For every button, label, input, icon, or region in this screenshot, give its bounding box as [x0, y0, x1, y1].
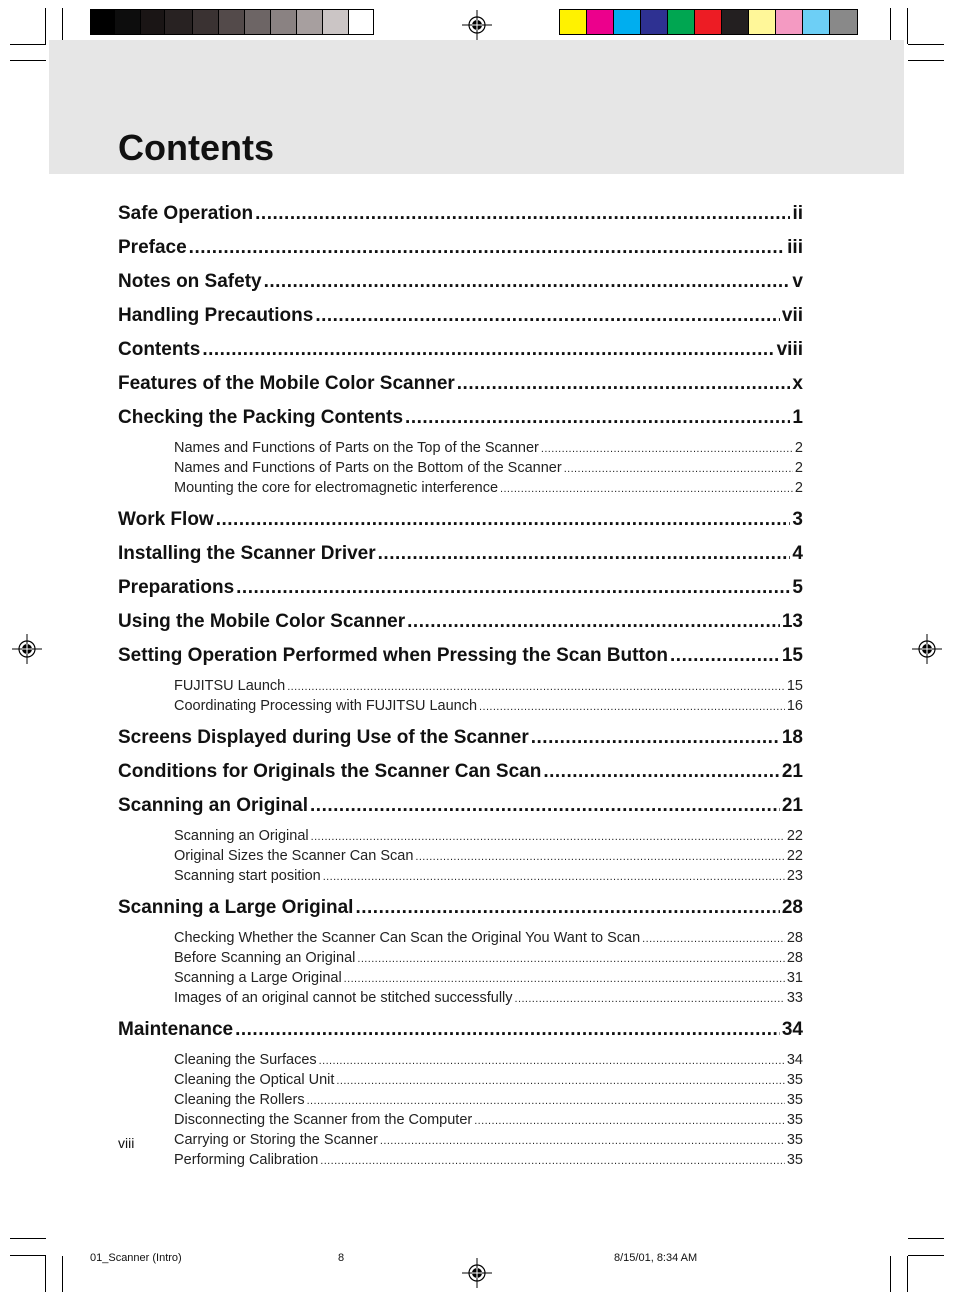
toc-subsection-page: 2 [794, 480, 803, 496]
toc-section [118, 894, 803, 928]
toc-section-page: x [792, 373, 803, 394]
crop-mark [908, 1238, 944, 1239]
color-swatch [587, 10, 614, 34]
gray-swatch [91, 10, 115, 34]
toc-subsection [118, 948, 803, 968]
toc-subsection-title: Scanning a Large Original [174, 970, 342, 986]
registration-mark-icon [462, 10, 492, 40]
toc-section-title: Handling Precautions [118, 305, 314, 326]
gray-calibration-bar [90, 9, 374, 35]
toc-leader [344, 969, 785, 989]
toc-subsection-title: Cleaning the Rollers [174, 1092, 305, 1108]
toc-section [118, 642, 803, 676]
toc-section-page: v [792, 271, 803, 292]
toc-subsection-title: Names and Functions of Parts on the Bottom of the Scanner [174, 460, 562, 476]
crop-mark [890, 1256, 891, 1292]
toc-section-page: 4 [792, 543, 803, 564]
crop-mark [907, 8, 908, 44]
color-swatch [722, 10, 749, 34]
toc-subsection [118, 696, 803, 716]
toc-section [118, 506, 803, 540]
toc-subsection-page: 34 [786, 1052, 803, 1068]
toc-leader [310, 792, 780, 820]
toc-leader [378, 540, 791, 568]
gray-swatch [271, 10, 297, 34]
toc-subsection-page: 31 [786, 970, 803, 986]
toc-section-page: 3 [792, 509, 803, 530]
toc-leader [311, 827, 785, 847]
toc-subsection-page: 23 [786, 868, 803, 884]
gray-swatch [219, 10, 245, 34]
crop-mark [908, 44, 944, 45]
toc-leader [236, 574, 790, 602]
toc-subsection-page: 28 [786, 950, 803, 966]
toc-leader [315, 302, 780, 330]
gray-swatch [245, 10, 271, 34]
toc-subsection-title: Checking Whether the Scanner Can Scan the Original You Want to Scan [174, 930, 641, 946]
toc-subsection [118, 458, 803, 478]
toc-section-page: 34 [781, 1019, 803, 1040]
toc-subsection-page: 15 [786, 678, 803, 694]
toc-subsection [118, 1110, 803, 1130]
toc-section-title: Screens Displayed during Use of the Scanner [118, 727, 529, 748]
toc-section [118, 200, 803, 234]
footer-timestamp: 8/15/01, 8:34 AM [614, 1252, 698, 1264]
toc-section-page: viii [776, 339, 803, 360]
toc-leader [457, 370, 791, 398]
gray-swatch [141, 10, 165, 34]
crop-mark [10, 1255, 46, 1256]
toc-section-title: Scanning a Large Original [118, 897, 354, 918]
toc-leader [670, 642, 780, 670]
toc-subsection-page: 16 [786, 698, 803, 714]
toc-subsection [118, 968, 803, 988]
page-number: viii [118, 1135, 135, 1151]
crop-mark [10, 44, 46, 45]
toc-section [118, 1016, 803, 1050]
gray-swatch [115, 10, 141, 34]
toc-leader [357, 949, 784, 969]
toc-leader [202, 336, 774, 364]
toc-leader [323, 867, 785, 887]
table-of-contents [118, 200, 803, 1178]
crop-mark [10, 1238, 46, 1239]
toc-leader [216, 506, 791, 534]
toc-section [118, 608, 803, 642]
crop-mark [62, 8, 63, 44]
toc-leader [319, 1051, 785, 1071]
toc-section-title: Preface [118, 237, 187, 258]
toc-subsection-page: 35 [786, 1132, 803, 1148]
toc-leader [479, 697, 785, 717]
color-swatch [830, 10, 857, 34]
toc-leader [355, 894, 779, 922]
page-title: Contents [118, 127, 274, 168]
toc-leader [515, 989, 785, 1009]
toc-subsection [118, 1050, 803, 1070]
crop-mark [907, 1256, 908, 1292]
toc-subsection-page: 33 [786, 990, 803, 1006]
toc-section-title: Preparations [118, 577, 235, 598]
toc-section-page: 21 [781, 761, 803, 782]
toc-leader [189, 234, 785, 262]
toc-leader [564, 459, 793, 479]
crop-mark [890, 8, 891, 44]
toc-subsection-page: 28 [786, 930, 803, 946]
crop-mark [62, 1256, 63, 1292]
toc-leader [255, 200, 790, 228]
toc-subsection-title: Scanning start position [174, 868, 321, 884]
toc-section-title: Safe Operation [118, 203, 254, 224]
crop-mark [10, 60, 46, 61]
toc-leader [336, 1071, 784, 1091]
toc-section [118, 268, 803, 302]
color-swatch [560, 10, 587, 34]
registration-mark-icon [462, 1258, 492, 1288]
toc-section-page: vii [781, 305, 803, 326]
toc-section [118, 574, 803, 608]
toc-subsection [118, 1130, 803, 1150]
toc-subsection-title: Before Scanning an Original [174, 950, 356, 966]
toc-section [118, 302, 803, 336]
toc-leader [235, 1016, 780, 1044]
toc-subsection-page: 35 [786, 1092, 803, 1108]
toc-section-title: Setting Operation Performed when Pressing the Scan Button [118, 645, 669, 666]
crop-mark [45, 8, 46, 44]
toc-section-page: 18 [781, 727, 803, 748]
toc-subsection-title: Carrying or Storing the Scanner [174, 1132, 378, 1148]
color-swatch [668, 10, 695, 34]
toc-section-title: Scanning an Original [118, 795, 309, 816]
footer-file: 01_Scanner (Intro) [90, 1252, 182, 1264]
toc-subsection [118, 438, 803, 458]
toc-subsection-page: 22 [786, 848, 803, 864]
toc-leader [474, 1111, 785, 1131]
color-swatch [803, 10, 830, 34]
color-swatch [641, 10, 668, 34]
toc-leader [407, 608, 780, 636]
toc-section [118, 370, 803, 404]
toc-leader [264, 268, 791, 296]
registration-mark-icon [12, 634, 42, 664]
gray-swatch [165, 10, 193, 34]
color-swatch [695, 10, 722, 34]
toc-section [118, 792, 803, 826]
toc-subsection-title: Scanning an Original [174, 828, 309, 844]
toc-section-page: 1 [792, 407, 803, 428]
toc-subsection [118, 1070, 803, 1090]
gray-swatch [349, 10, 373, 34]
toc-section-page: 5 [792, 577, 803, 598]
toc-subsection [118, 928, 803, 948]
toc-section-title: Features of the Mobile Color Scanner [118, 373, 455, 394]
toc-section-title: Conditions for Originals the Scanner Can Scan [118, 761, 542, 782]
toc-subsection [118, 1090, 803, 1110]
toc-subsection-title: Disconnecting the Scanner from the Computer [174, 1112, 473, 1128]
toc-subsection-page: 2 [794, 440, 803, 456]
toc-leader [531, 724, 780, 752]
toc-subsection-title: Names and Functions of Parts on the Top of the Scanner [174, 440, 539, 456]
toc-subsection-title: Images of an original cannot be stitched successfully [174, 990, 513, 1006]
toc-section-title: Notes on Safety [118, 271, 262, 292]
color-calibration-bar [559, 9, 858, 35]
toc-subsection-title: Performing Calibration [174, 1152, 319, 1168]
color-swatch [749, 10, 776, 34]
toc-section [118, 404, 803, 438]
toc-subsection-page: 22 [786, 828, 803, 844]
toc-subsection-page: 35 [786, 1112, 803, 1128]
toc-subsection-page: 35 [786, 1152, 803, 1168]
toc-section-title: Installing the Scanner Driver [118, 543, 376, 564]
toc-section-page: iii [787, 237, 803, 258]
toc-section [118, 540, 803, 574]
toc-leader [287, 677, 785, 697]
gray-swatch [297, 10, 323, 34]
gray-swatch [193, 10, 219, 34]
toc-leader [415, 847, 784, 867]
toc-leader [642, 929, 785, 949]
toc-section [118, 724, 803, 758]
toc-subsection [118, 826, 803, 846]
toc-subsection [118, 846, 803, 866]
toc-section-page: 15 [781, 645, 803, 666]
toc-section [118, 758, 803, 792]
toc-subsection-title: FUJITSU Launch [174, 678, 286, 694]
toc-leader [380, 1131, 785, 1151]
toc-subsection [118, 866, 803, 886]
toc-subsection-title: Cleaning the Surfaces [174, 1052, 317, 1068]
toc-leader [307, 1091, 785, 1111]
toc-subsection-title: Cleaning the Optical Unit [174, 1072, 335, 1088]
toc-section-page: 28 [781, 897, 803, 918]
toc-subsection-title: Mounting the core for electromagnetic interference [174, 480, 499, 496]
crop-mark [908, 60, 944, 61]
toc-subsection [118, 478, 803, 498]
toc-subsection [118, 1150, 803, 1170]
toc-subsection-title: Original Sizes the Scanner Can Scan [174, 848, 414, 864]
footer-sheet: 8 [338, 1252, 345, 1264]
toc-section-page: ii [792, 203, 803, 224]
toc-subsection-page: 2 [794, 460, 803, 476]
toc-leader [405, 404, 790, 432]
toc-subsection [118, 988, 803, 1008]
toc-section [118, 234, 803, 268]
toc-section [118, 336, 803, 370]
toc-subsection-title: Coordinating Processing with FUJITSU Launch [174, 698, 478, 714]
toc-leader [543, 758, 780, 786]
toc-leader [541, 439, 793, 459]
toc-subsection-page: 35 [786, 1072, 803, 1088]
toc-section-title: Checking the Packing Contents [118, 407, 404, 428]
color-swatch [614, 10, 641, 34]
toc-section-title: Work Flow [118, 509, 214, 530]
toc-section-title: Using the Mobile Color Scanner [118, 611, 406, 632]
registration-mark-icon [912, 634, 942, 664]
toc-leader [320, 1151, 785, 1171]
toc-section-title: Contents [118, 339, 201, 360]
toc-leader [500, 479, 793, 499]
toc-section-page: 13 [781, 611, 803, 632]
gray-swatch [323, 10, 349, 34]
crop-mark [908, 1255, 944, 1256]
toc-subsection [118, 676, 803, 696]
crop-mark [45, 1256, 46, 1292]
toc-section-title: Maintenance [118, 1019, 234, 1040]
color-swatch [776, 10, 803, 34]
toc-section-page: 21 [781, 795, 803, 816]
